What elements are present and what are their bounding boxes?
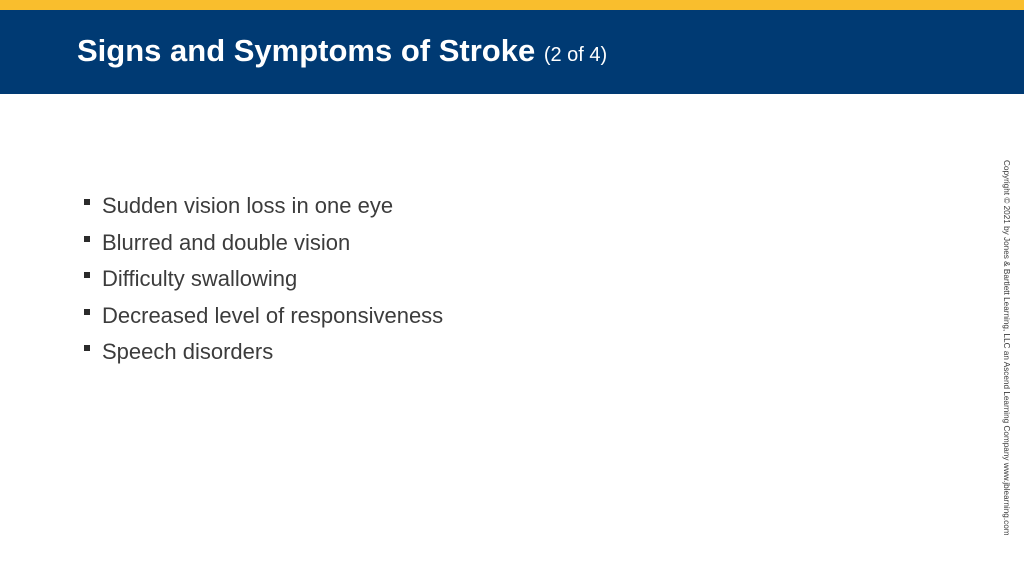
slide-title [77,33,607,73]
bullet-text: Difficulty swallowing [102,266,298,292]
bullet-item [84,261,443,298]
bullet-list [84,188,443,371]
square-bullet-icon [84,236,90,242]
square-bullet-icon [84,309,90,315]
slide-subtitle: (2 of 4) [543,44,608,66]
bullet-text: Speech disorders [102,339,274,365]
slide-title-text: Signs and Symptoms of Stroke [77,33,536,68]
bullet-item [84,334,443,371]
top-accent-bar [0,0,1024,10]
square-bullet-icon [84,345,90,351]
bullet-text: Blurred and double vision [102,229,351,255]
bullet-text: Sudden vision loss in one eye [102,193,394,219]
bullet-item [84,225,443,262]
copyright-notice: Copyright © 2021 by Jones & Bartlett Learning, LLC an Ascend Learning Company www.jblearning.com [1002,160,1011,536]
bullet-item [84,298,443,335]
square-bullet-icon [84,199,90,205]
bullet-item [84,188,443,225]
bullet-text: Decreased level of responsiveness [102,302,444,328]
square-bullet-icon [84,272,90,278]
